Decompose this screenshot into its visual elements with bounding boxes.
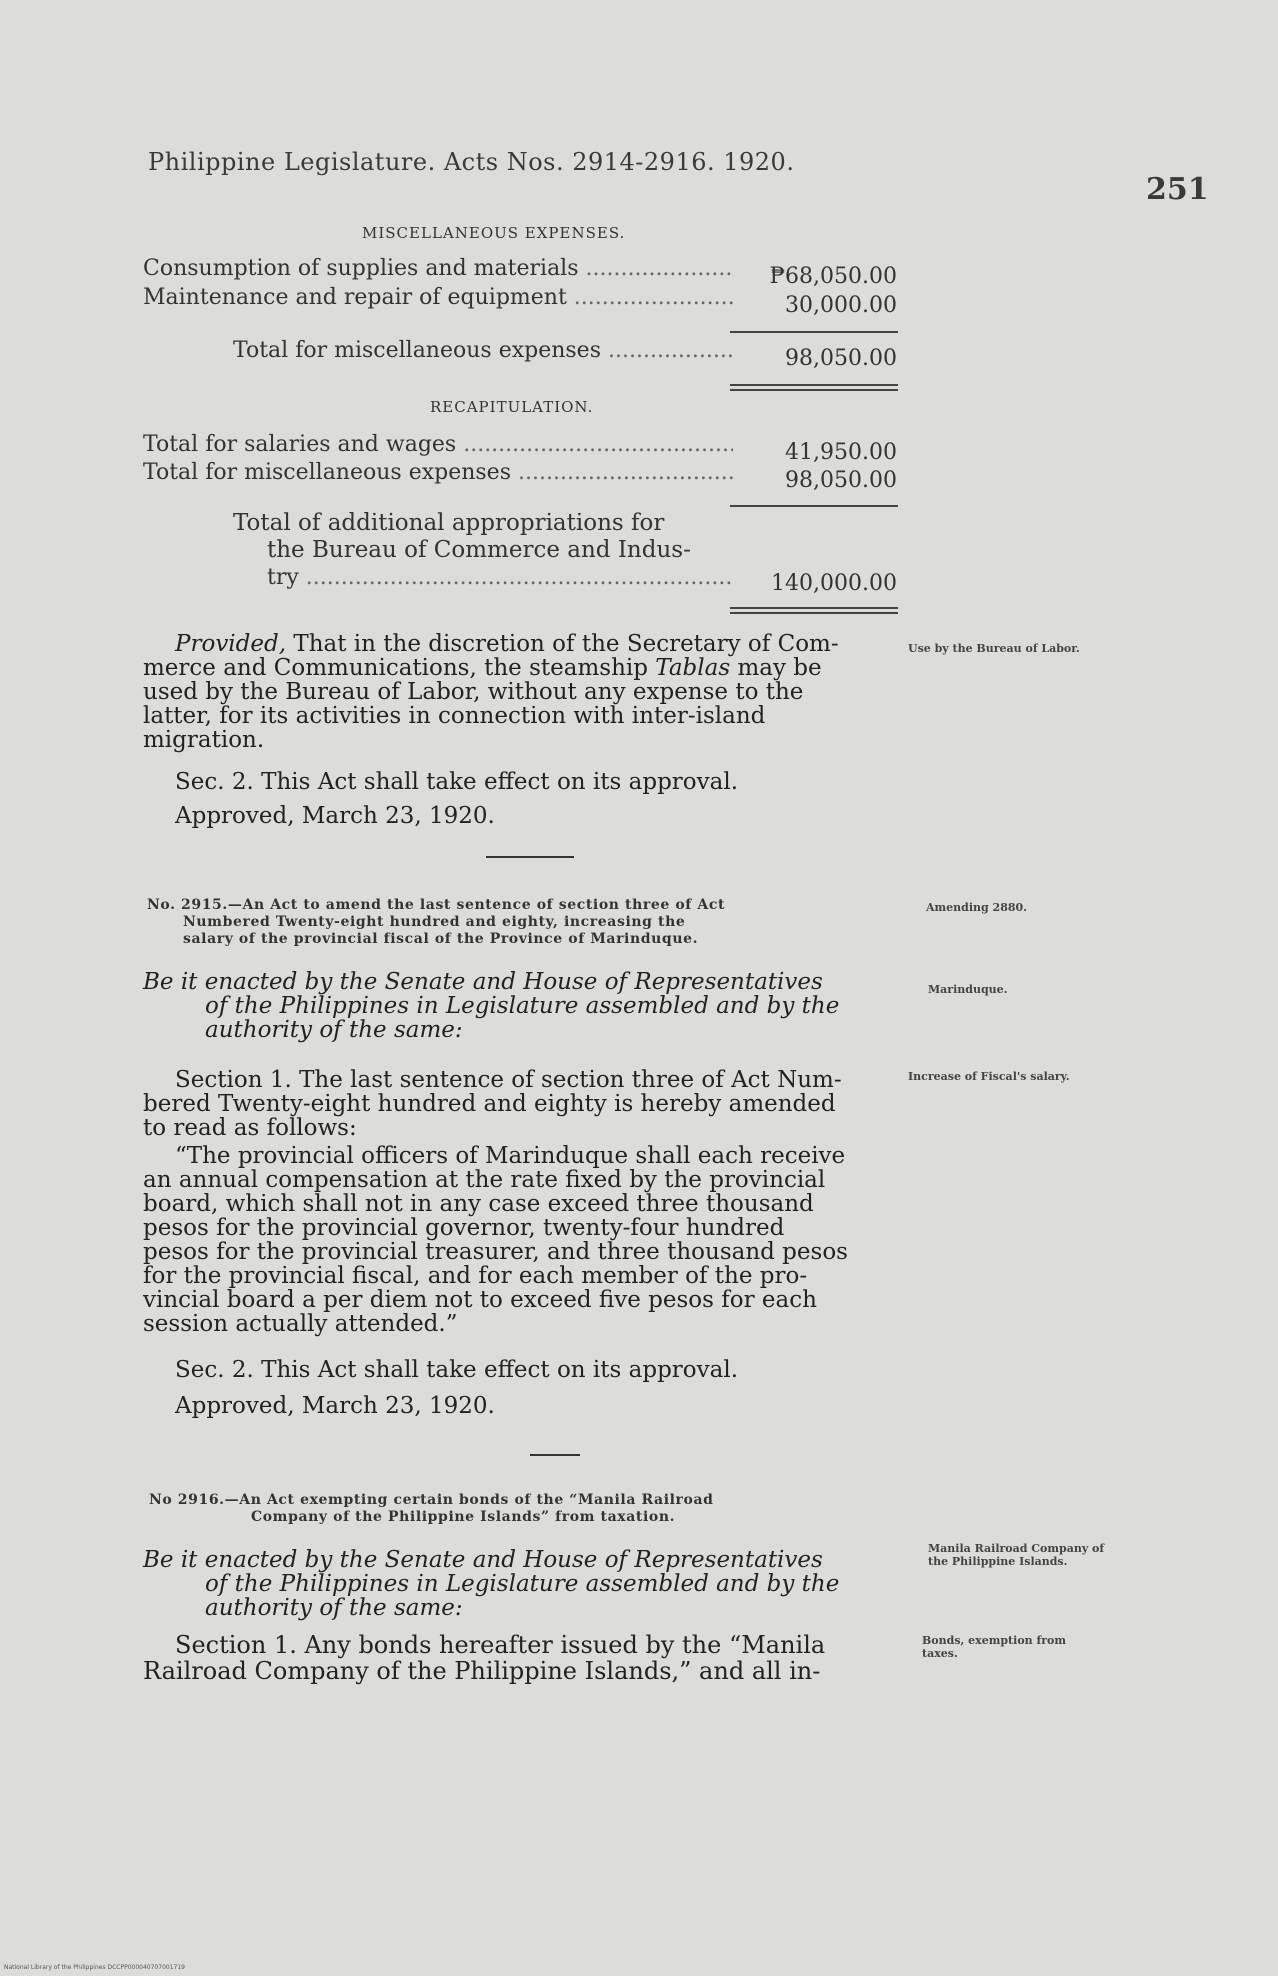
act-title-line: Numbered Twenty-eight hundred and eighty, increasing the: [183, 914, 686, 930]
running-title: Philippine Legislature. Acts Nos. 2914-2916. 1920.: [148, 148, 795, 176]
act-title-line: salary of the provincial fiscal of the Province of Marinduque.: [183, 931, 699, 947]
misc-total-label: Total for miscellaneous expenses .....: [233, 338, 733, 363]
recap-item-amount: 41,950.00: [785, 440, 897, 465]
section-1: [143, 1068, 923, 1140]
act-title-line: Company of the Philippine Islands” from taxation.: [251, 1509, 676, 1525]
total-rule: [730, 505, 898, 507]
enacting-clause: [143, 970, 923, 1042]
recap-total-line: try .....: [267, 564, 733, 591]
misc-item-label: Maintenance and repair of equipment .....: [143, 285, 733, 310]
section-divider: [486, 856, 574, 858]
enacting-line: Be it enacted by the Senate and House of Representatives: [143, 1547, 823, 1573]
section-line: to read as follows:: [143, 1115, 357, 1141]
margin-note: Use by the Bureau of Labor.: [908, 642, 1080, 655]
recap-item-amount: 98,050.00: [785, 468, 897, 493]
margin-note: Increase of Fiscal's salary.: [908, 1070, 1070, 1083]
section-2: Sec. 2. This Act shall take effect on its approval.: [175, 1357, 739, 1383]
ship-name: Tablas: [655, 655, 731, 681]
act-title-line: No. 2915.—An Act to amend the last sentence of section three of Act: [147, 897, 726, 913]
section-line: Railroad Company of the Philippine Islands,” and all in-: [143, 1657, 821, 1685]
act-title-line: No 2916.—An Act exempting certain bonds of the “Manila Railroad: [149, 1492, 714, 1508]
page-number: 251: [1146, 172, 1209, 207]
scan-credit: National Library of the Philippines DCCPP000040707001719: [4, 1964, 185, 1971]
proviso-line: merce and Communications, the steamship: [143, 655, 656, 681]
enacting-clause: [143, 1548, 923, 1620]
recap-total-line: the Bureau of Commerce and Indus-: [267, 537, 691, 563]
recap-total-row: [267, 564, 733, 591]
total-rule: [730, 331, 898, 333]
section-line: Section 1. The last sentence of section three of Act Num-: [175, 1067, 842, 1093]
misc-expenses-heading: MISCELLANEOUS EXPENSES.: [362, 224, 626, 242]
misc-total-row: [233, 338, 733, 363]
quote-line: an annual compensation at the rate fixed by the provincial: [143, 1167, 826, 1193]
proviso-line: used by the Bureau of Labor, without any expense to the: [143, 679, 804, 705]
enacting-line: authority of the same:: [205, 1595, 463, 1621]
act-2916-title: [149, 1492, 909, 1526]
misc-item-amount: ₱68,050.00: [769, 264, 897, 289]
margin-note: Marinduque.: [928, 983, 1008, 996]
misc-total-amount: 98,050.00: [785, 346, 897, 371]
quote-line: vincial board a per diem not to exceed five pesos for each: [143, 1287, 817, 1313]
quote-line: board, which shall not in any case exceed three thousand: [143, 1191, 814, 1217]
section-line: bered Twenty-eight hundred and eighty is hereby amended: [143, 1091, 836, 1117]
double-rule: [730, 384, 898, 391]
margin-note: Amending 2880.: [926, 901, 1028, 914]
enacting-line: of the Philippines in Legislature assembled and by the: [205, 993, 840, 1019]
double-rule: [730, 607, 898, 614]
quote-line: pesos for the provincial governor, twenty-four hundred: [143, 1215, 785, 1241]
proviso-paragraph: [143, 632, 903, 752]
act-2915-title: [147, 897, 907, 948]
quote-line: for the provincial fiscal, and for each member of the pro-: [143, 1263, 808, 1289]
enacting-line: of the Philippines in Legislature assembled and by the: [205, 1571, 840, 1597]
recap-total-line: Total of additional appropriations for: [233, 510, 665, 536]
recap-total-label: [233, 510, 699, 591]
proviso-line: may be: [730, 655, 822, 681]
approved-date: Approved, March 23, 1920.: [175, 1393, 495, 1419]
proviso-line: That in the discretion of the Secretary of Com-: [293, 631, 839, 657]
misc-item-row: [143, 285, 733, 310]
enacting-line: authority of the same:: [205, 1017, 463, 1043]
recap-item-row: [143, 432, 733, 457]
enacting-line: Be it enacted by the Senate and House of Representatives: [143, 969, 823, 995]
quote-line: “The provincial officers of Marinduque shall each receive: [175, 1143, 846, 1169]
approved-date: Approved, March 23, 1920.: [175, 803, 495, 829]
misc-item-amount: 30,000.00: [785, 293, 897, 318]
section-divider: [530, 1454, 580, 1456]
quoted-amendment: [143, 1144, 923, 1336]
section-line: Section 1. Any bonds hereafter issued by the “Manila: [175, 1631, 826, 1659]
proviso-word: Provided,: [175, 631, 287, 657]
recapitulation-heading: RECAPITULATION.: [430, 398, 594, 416]
margin-note: Manila Railroad Company of the Philippine Islands.: [928, 1542, 1105, 1568]
proviso-line: latter, for its activities in connection with inter-island: [143, 703, 766, 729]
proviso-line: migration.: [143, 727, 265, 753]
recap-item-label: Total for miscellaneous expenses .....: [143, 460, 733, 485]
margin-note: Bonds, exemption from taxes.: [922, 1634, 1066, 1660]
quote-line: session actually attended.”: [143, 1311, 458, 1337]
quote-line: pesos for the provincial treasurer, and three thousand pesos: [143, 1239, 848, 1265]
misc-item-row: [143, 256, 733, 281]
misc-item-label: Consumption of supplies and materials .....: [143, 256, 733, 281]
recap-item-label: Total for salaries and wages .....: [143, 432, 733, 457]
section-2: Sec. 2. This Act shall take effect on its approval.: [175, 769, 739, 795]
recap-item-row: [143, 460, 733, 485]
section-1: [143, 1632, 923, 1684]
recap-total-amount: 140,000.00: [771, 571, 897, 596]
